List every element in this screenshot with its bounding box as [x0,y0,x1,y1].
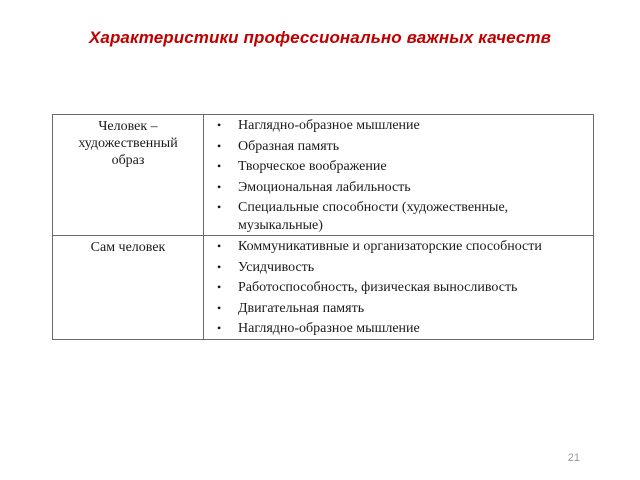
quality-text: Усидчивость [238,259,315,275]
bullet-icon: • [217,300,222,315]
qualities-table-container [52,114,594,340]
table-row [53,115,594,236]
bullet-icon: • [217,321,222,335]
quality-text: Образная память [238,138,340,154]
list-item [204,117,593,135]
qualities-list [204,117,593,234]
page-number: 21 [567,452,580,464]
list-item [204,158,593,176]
qualities-list [204,238,593,338]
list-item [204,259,593,277]
quality-text: Специальные способности (художественные, музыкальные) [238,200,509,233]
bullet-icon: • [217,259,222,274]
quality-text: Наглядно-образное мышление [238,321,420,336]
list-item [204,199,593,234]
bullet-icon: • [217,159,222,173]
slide-title: Характеристики профессионально важных качеств [88,28,552,47]
quality-text: Коммуникативные и организаторские способности [238,239,542,254]
subject-cell [53,236,204,340]
bullet-icon: • [217,118,222,132]
quality-text: Двигательная память [238,300,365,316]
quality-text: Эмоциональная лабильность [238,179,411,195]
bullet-icon: • [217,200,222,214]
subject-label: Сам человек [90,240,166,255]
bullet-icon: • [217,179,222,194]
list-item [204,320,593,338]
bullet-icon: • [217,239,222,253]
bullet-icon: • [217,280,222,294]
qualities-table [52,114,594,340]
qualities-cell [204,236,594,340]
list-item [204,138,593,156]
quality-text: Творческое воображение [238,159,387,174]
list-item [204,179,593,197]
list-item [204,238,593,256]
list-item [204,279,593,297]
quality-text: Работоспособность, физическая выносливость [238,280,518,295]
qualities-cell [204,115,594,236]
bullet-icon: • [217,138,222,153]
subject-label: Человек – художественный образ [78,119,178,168]
table-row [53,236,594,340]
subject-cell [53,115,204,236]
list-item [204,300,593,318]
quality-text: Наглядно-образное мышление [238,118,420,133]
